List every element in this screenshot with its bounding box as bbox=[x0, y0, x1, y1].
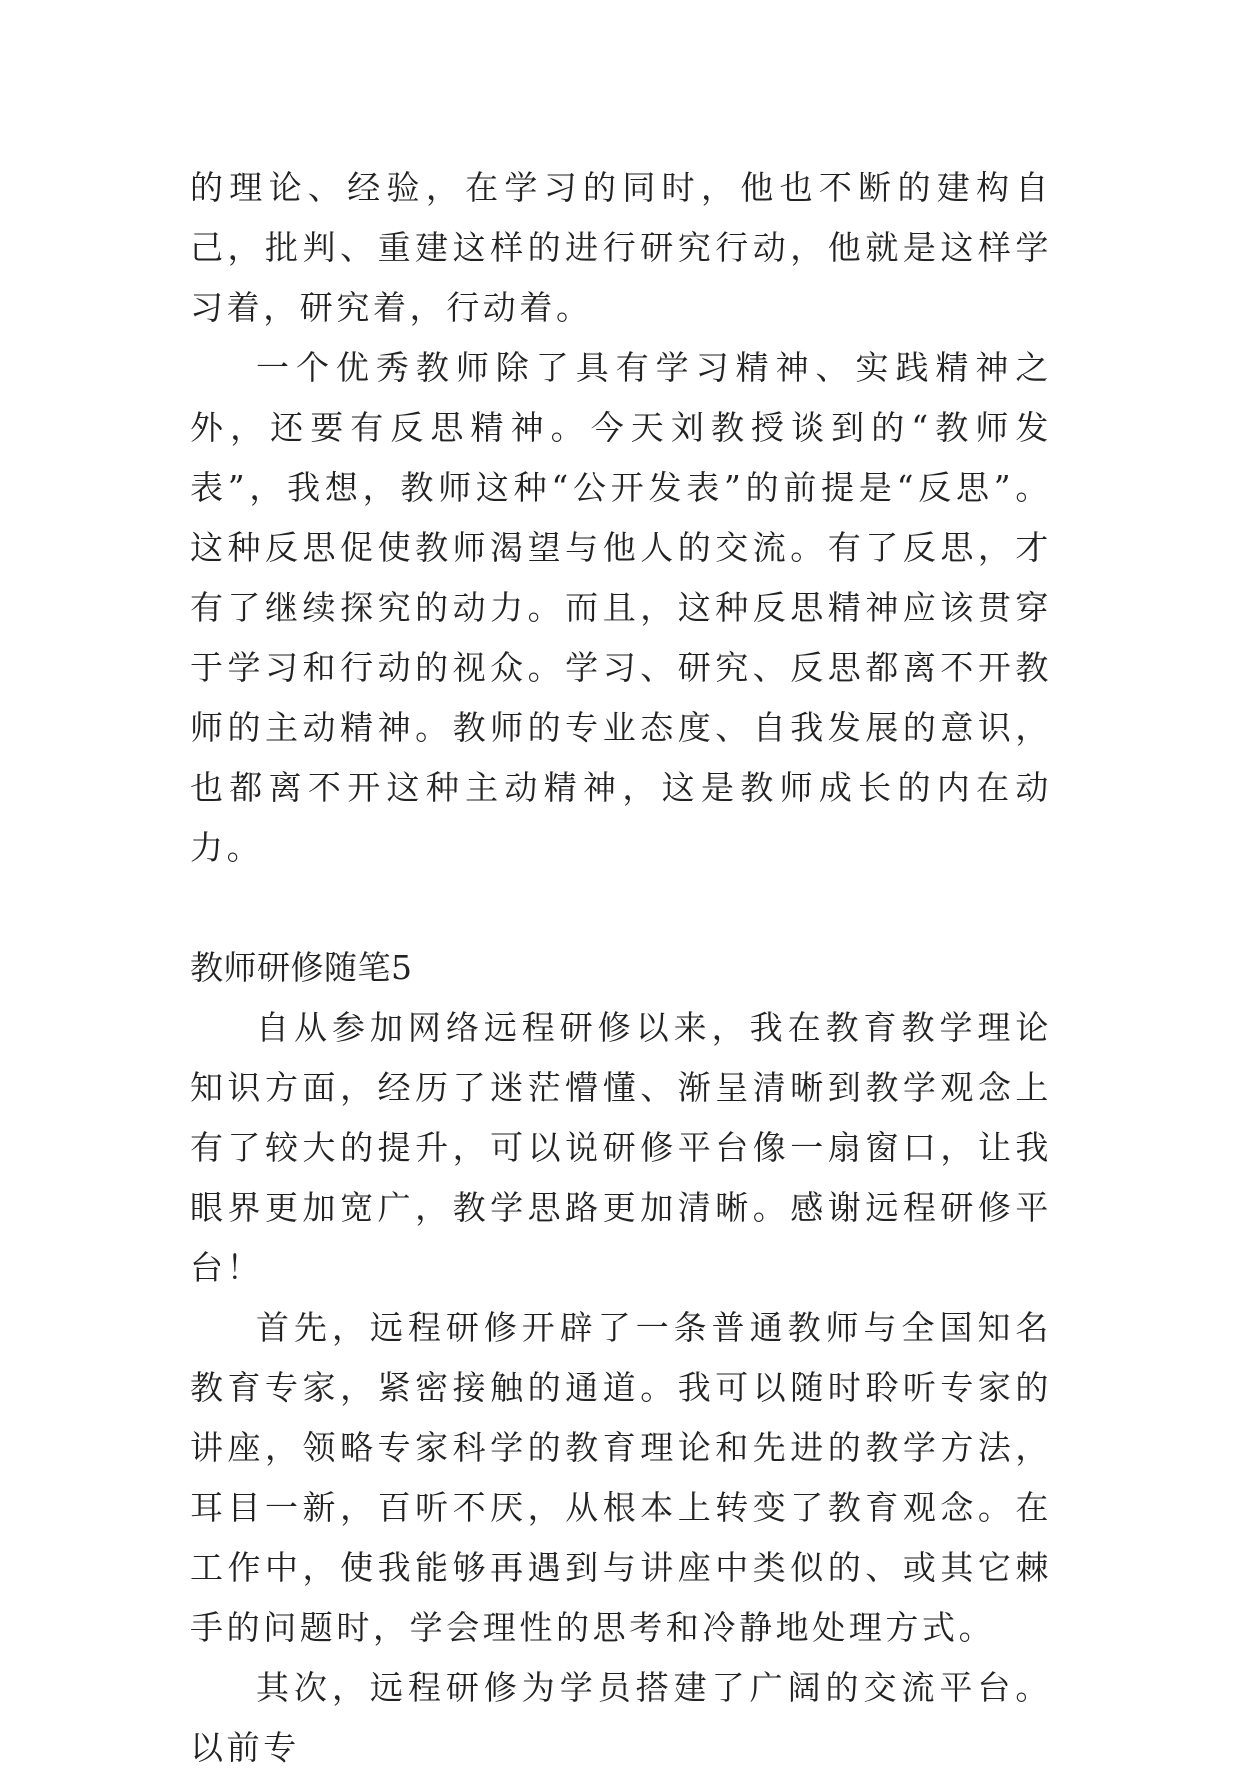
paragraph-reflection: 一个优秀教师除了具有学习精神、实践精神之外，还要有反思精神。今天刘教授谈到的“教师发表”，我想，教师这种“公开发表”的前提是“反思”。这种反思促使教师渴望与他人的交流。有了反思，才有了继续探究的动力。而且，这种反思精神应该贯穿于学习和行动的视众。学习、研究、反思都离不开教师的主动精神。教师的专业态度、自我发展的意识，也都离不开这种主动精神，这是教师成长的内在动力。 bbox=[190, 348, 1052, 867]
paragraph-second: 其次，远程研修为学员搭建了广阔的交流平台。以前专 bbox=[190, 1668, 1052, 1767]
section-title: 教师研修随笔5 bbox=[190, 948, 413, 987]
paragraph-intro: 自从参加网络远程研修以来，我在教育教学理论知识方面，经历了迷茫懵懂、渐呈清晰到教学观念上有了较大的提升，可以说研修平台像一扇窗口，让我眼界更加宽广，教学思路更加清晰。感谢远程研修平台！ bbox=[190, 1008, 1052, 1287]
paragraph-first: 首先，远程研修开辟了一条普通教师与全国知名教育专家，紧密接触的通道。我可以随时聆听专家的讲座，领略专家科学的教育理论和先进的教学方法，耳目一新，百听不厌，从根本上转变了教育观念。在工作中，使我能够再遇到与讲座中类似的、或其它棘手的问题时，学会理性的思考和冷静地处理方式。 bbox=[190, 1308, 1052, 1647]
paragraph-continuation: 的理论、经验，在学习的同时，他也不断的建构自己，批判、重建这样的进行研究行动，他就是这样学习着，研究着，行动着。 bbox=[190, 168, 1052, 327]
document-body bbox=[190, 158, 1052, 1778]
